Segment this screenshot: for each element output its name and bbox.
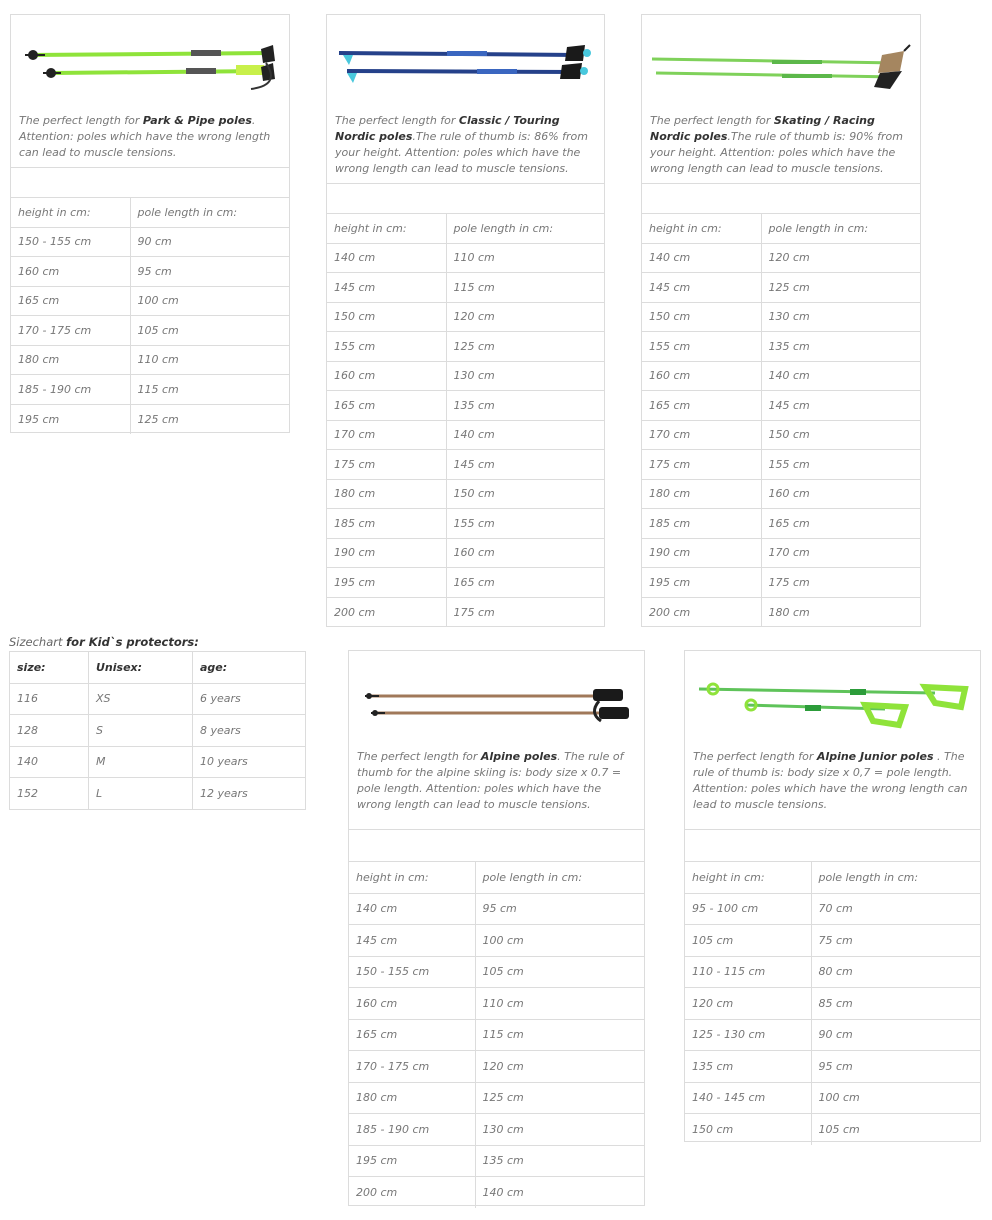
alpine-junior-description bbox=[685, 749, 980, 829]
product-name: Park & Pipe poles bbox=[142, 114, 252, 127]
height-cell: 165 cm bbox=[11, 286, 130, 316]
pole-length-cell: 110 cm bbox=[475, 988, 644, 1020]
height-cell: 160 cm bbox=[642, 361, 761, 391]
table-row bbox=[327, 361, 604, 391]
pole-length-cell: 100 cm bbox=[130, 286, 289, 316]
height-cell: 170 cm bbox=[327, 420, 446, 450]
spacer-row bbox=[11, 167, 289, 197]
height-cell: 160 cm bbox=[11, 257, 130, 287]
desc-prefix: The perfect length for bbox=[19, 114, 143, 127]
desc-attention: Attention: poles which have the wrong length can lead to muscle tensions. bbox=[357, 782, 602, 811]
height-cell: 150 cm bbox=[327, 302, 446, 332]
height-cell: 195 cm bbox=[642, 568, 761, 598]
pole-length-cell: 115 cm bbox=[130, 375, 289, 405]
table-row bbox=[642, 568, 920, 598]
height-cell: 195 cm bbox=[327, 568, 446, 598]
classic-nordic-description bbox=[327, 113, 604, 183]
age-cell: 10 years bbox=[193, 746, 306, 778]
pole-length-cell: 90 cm bbox=[130, 227, 289, 257]
pole-length-cell: 160 cm bbox=[446, 538, 604, 568]
table-row bbox=[685, 1019, 980, 1051]
height-cell: 185 - 190 cm bbox=[11, 375, 130, 405]
pole-length-cell: 105 cm bbox=[130, 316, 289, 346]
desc-suffix: . The rule of thumb is: body size x 0,7 = pole length. bbox=[693, 750, 965, 779]
pole-length-column-header: pole length in cm: bbox=[811, 862, 980, 894]
height-cell: 155 cm bbox=[642, 332, 761, 362]
alpine-junior-size-table bbox=[685, 861, 980, 1145]
pole-length-cell: 105 cm bbox=[811, 1114, 980, 1146]
product-name: Alpine Junior poles bbox=[816, 750, 934, 763]
table-row bbox=[11, 316, 289, 346]
table-row bbox=[349, 893, 644, 925]
alpine-poles-image bbox=[349, 651, 644, 749]
table-row bbox=[10, 778, 306, 810]
height-cell: 150 - 155 cm bbox=[349, 956, 475, 988]
desc-attention: Attention: poles which have the wrong length can lead to muscle tensions. bbox=[650, 146, 896, 175]
height-cell: 200 cm bbox=[642, 597, 761, 627]
age-cell: 12 years bbox=[193, 778, 306, 810]
table-row bbox=[11, 345, 289, 375]
product-name: Classic / Touring Nordic poles bbox=[335, 114, 560, 143]
pole-length-cell: 110 cm bbox=[446, 243, 604, 273]
unisex-cell: S bbox=[89, 715, 193, 747]
table-row bbox=[10, 715, 306, 747]
pole-length-cell: 95 cm bbox=[475, 893, 644, 925]
alpine-card bbox=[348, 650, 645, 1206]
pole-length-cell: 180 cm bbox=[761, 597, 920, 627]
table-row bbox=[327, 509, 604, 539]
height-cell: 140 cm bbox=[642, 243, 761, 273]
table-row bbox=[642, 391, 920, 421]
table-row bbox=[349, 1145, 644, 1177]
height-cell: 145 cm bbox=[642, 273, 761, 303]
table-row bbox=[327, 479, 604, 509]
table-row bbox=[685, 1051, 980, 1083]
pole-length-cell: 130 cm bbox=[475, 1114, 644, 1146]
pole-length-cell: 115 cm bbox=[475, 1019, 644, 1051]
table-row bbox=[642, 273, 920, 303]
pole-length-cell: 80 cm bbox=[811, 956, 980, 988]
skating-nordic-card bbox=[641, 14, 921, 627]
desc-suffix: .The rule of thumb is: 90% from your height. bbox=[650, 130, 903, 159]
park-pipe-poles-image bbox=[11, 15, 289, 113]
desc-prefix: The perfect length for bbox=[693, 750, 817, 763]
height-cell: 180 cm bbox=[327, 479, 446, 509]
pole-length-cell: 135 cm bbox=[761, 332, 920, 362]
kids-protectors-table bbox=[9, 651, 306, 810]
table-row bbox=[327, 450, 604, 480]
pole-length-cell: 95 cm bbox=[130, 257, 289, 287]
height-cell: 140 cm bbox=[327, 243, 446, 273]
pole-length-cell: 175 cm bbox=[761, 568, 920, 598]
pole-length-cell: 100 cm bbox=[811, 1082, 980, 1114]
table-row bbox=[349, 1019, 644, 1051]
table-row bbox=[642, 538, 920, 568]
height-cell: 145 cm bbox=[327, 273, 446, 303]
table-row bbox=[685, 956, 980, 988]
table-row bbox=[327, 391, 604, 421]
size-cell: 152 bbox=[10, 778, 89, 810]
table-row bbox=[685, 1114, 980, 1146]
table-row bbox=[327, 420, 604, 450]
table-row bbox=[11, 227, 289, 257]
height-cell: 140 cm bbox=[349, 893, 475, 925]
height-column-header: height in cm: bbox=[642, 214, 761, 244]
spacer-row bbox=[685, 829, 980, 861]
product-name: Alpine poles bbox=[480, 750, 558, 763]
desc-attention: Attention: poles which have the wrong length can lead to muscle tensions. bbox=[19, 130, 271, 159]
height-cell: 180 cm bbox=[349, 1082, 475, 1114]
pole-length-cell: 135 cm bbox=[446, 391, 604, 421]
pole-length-cell: 75 cm bbox=[811, 925, 980, 957]
height-cell: 140 - 145 cm bbox=[685, 1082, 811, 1114]
height-cell: 195 cm bbox=[11, 404, 130, 434]
unisex-cell: M bbox=[89, 746, 193, 778]
table-row bbox=[10, 746, 306, 778]
table-row bbox=[11, 375, 289, 405]
alpine-junior-poles-image bbox=[685, 651, 980, 749]
size-cell: 140 bbox=[10, 746, 89, 778]
table-row bbox=[10, 683, 306, 715]
height-cell: 160 cm bbox=[327, 361, 446, 391]
height-cell: 170 - 175 cm bbox=[11, 316, 130, 346]
park-pipe-description bbox=[11, 113, 289, 167]
height-cell: 185 - 190 cm bbox=[349, 1114, 475, 1146]
pole-length-cell: 145 cm bbox=[761, 391, 920, 421]
pole-length-cell: 90 cm bbox=[811, 1019, 980, 1051]
table-row bbox=[327, 538, 604, 568]
table-row bbox=[642, 302, 920, 332]
height-cell: 165 cm bbox=[349, 1019, 475, 1051]
height-cell: 175 cm bbox=[327, 450, 446, 480]
pole-length-cell: 100 cm bbox=[475, 925, 644, 957]
table-row bbox=[642, 332, 920, 362]
height-cell: 200 cm bbox=[349, 1177, 475, 1209]
height-cell: 165 cm bbox=[327, 391, 446, 421]
height-cell: 120 cm bbox=[685, 988, 811, 1020]
spacer-row bbox=[349, 829, 644, 861]
pole-length-cell: 70 cm bbox=[811, 893, 980, 925]
pole-length-cell: 175 cm bbox=[446, 597, 604, 627]
table-row bbox=[642, 509, 920, 539]
pole-length-cell: 150 cm bbox=[761, 420, 920, 450]
height-cell: 170 cm bbox=[642, 420, 761, 450]
product-name: Skating / Racing Nordic poles bbox=[650, 114, 875, 143]
spacer-row bbox=[327, 183, 604, 213]
desc-suffix: . The rule of thumb for the alpine skiing is: body size x 0.7 = pole length. bbox=[357, 750, 624, 795]
height-cell: 125 - 130 cm bbox=[685, 1019, 811, 1051]
size-column-header: size: bbox=[10, 652, 89, 684]
size-cell: 128 bbox=[10, 715, 89, 747]
height-cell: 155 cm bbox=[327, 332, 446, 362]
unisex-cell: XS bbox=[89, 683, 193, 715]
table-row bbox=[642, 420, 920, 450]
desc-prefix: The perfect length for bbox=[357, 750, 481, 763]
height-cell: 165 cm bbox=[642, 391, 761, 421]
table-row bbox=[642, 243, 920, 273]
pole-length-cell: 135 cm bbox=[475, 1145, 644, 1177]
table-row bbox=[327, 568, 604, 598]
size-cell: 116 bbox=[10, 683, 89, 715]
height-cell: 150 cm bbox=[642, 302, 761, 332]
table-row bbox=[642, 450, 920, 480]
pole-length-cell: 130 cm bbox=[761, 302, 920, 332]
table-row bbox=[327, 597, 604, 627]
height-cell: 185 cm bbox=[642, 509, 761, 539]
pole-length-cell: 110 cm bbox=[130, 345, 289, 375]
pole-length-cell: 145 cm bbox=[446, 450, 604, 480]
table-row bbox=[349, 1177, 644, 1209]
pole-length-cell: 170 cm bbox=[761, 538, 920, 568]
table-row bbox=[685, 1082, 980, 1114]
pole-length-cell: 125 cm bbox=[446, 332, 604, 362]
height-cell: 175 cm bbox=[642, 450, 761, 480]
kids-sizechart-title bbox=[9, 635, 199, 649]
age-column-header: age: bbox=[193, 652, 306, 684]
spacer-row bbox=[642, 183, 920, 213]
classic-nordic-card bbox=[326, 14, 605, 627]
pole-length-column-header: pole length in cm: bbox=[475, 862, 644, 894]
kids-title-bold: for Kid`s protectors: bbox=[66, 635, 199, 649]
table-row bbox=[11, 257, 289, 287]
table-row bbox=[349, 1082, 644, 1114]
table-row bbox=[327, 243, 604, 273]
height-cell: 135 cm bbox=[685, 1051, 811, 1083]
table-row bbox=[642, 479, 920, 509]
pole-length-cell: 140 cm bbox=[446, 420, 604, 450]
height-cell: 170 - 175 cm bbox=[349, 1051, 475, 1083]
height-cell: 95 - 100 cm bbox=[685, 893, 811, 925]
table-row bbox=[349, 1114, 644, 1146]
park-pipe-card bbox=[10, 14, 290, 433]
height-cell: 160 cm bbox=[349, 988, 475, 1020]
height-column-header: height in cm: bbox=[11, 198, 130, 228]
height-cell: 195 cm bbox=[349, 1145, 475, 1177]
height-cell: 105 cm bbox=[685, 925, 811, 957]
age-cell: 8 years bbox=[193, 715, 306, 747]
pole-length-cell: 130 cm bbox=[446, 361, 604, 391]
table-row bbox=[349, 988, 644, 1020]
table-row bbox=[327, 273, 604, 303]
table-row bbox=[685, 925, 980, 957]
pole-length-cell: 165 cm bbox=[761, 509, 920, 539]
pole-length-cell: 125 cm bbox=[761, 273, 920, 303]
classic-nordic-size-table bbox=[327, 213, 604, 627]
pole-length-cell: 160 cm bbox=[761, 479, 920, 509]
height-column-header: height in cm: bbox=[327, 214, 446, 244]
skating-nordic-size-table bbox=[642, 213, 920, 627]
pole-length-cell: 120 cm bbox=[475, 1051, 644, 1083]
pole-length-cell: 165 cm bbox=[446, 568, 604, 598]
pole-length-cell: 155 cm bbox=[446, 509, 604, 539]
desc-prefix: The perfect length for bbox=[335, 114, 459, 127]
table-row bbox=[685, 893, 980, 925]
alpine-size-table bbox=[349, 861, 644, 1208]
height-cell: 190 cm bbox=[642, 538, 761, 568]
height-cell: 180 cm bbox=[642, 479, 761, 509]
pole-length-cell: 85 cm bbox=[811, 988, 980, 1020]
table-row bbox=[11, 286, 289, 316]
table-row bbox=[642, 361, 920, 391]
pole-length-cell: 140 cm bbox=[475, 1177, 644, 1209]
alpine-description bbox=[349, 749, 644, 829]
unisex-cell: L bbox=[89, 778, 193, 810]
height-cell: 150 cm bbox=[685, 1114, 811, 1146]
table-row bbox=[685, 988, 980, 1020]
table-row bbox=[349, 925, 644, 957]
table-row bbox=[349, 1051, 644, 1083]
pole-length-cell: 105 cm bbox=[475, 956, 644, 988]
height-cell: 190 cm bbox=[327, 538, 446, 568]
skating-nordic-description bbox=[642, 113, 920, 183]
age-cell: 6 years bbox=[193, 683, 306, 715]
pole-length-cell: 150 cm bbox=[446, 479, 604, 509]
desc-attention: Attention: poles which have the wrong length can lead to muscle tensions. bbox=[335, 146, 581, 175]
pole-length-cell: 120 cm bbox=[446, 302, 604, 332]
height-cell: 150 - 155 cm bbox=[11, 227, 130, 257]
height-column-header: height in cm: bbox=[685, 862, 811, 894]
desc-suffix: . bbox=[251, 114, 256, 127]
kids-title-plain: Sizechart bbox=[9, 635, 67, 649]
pole-length-column-header: pole length in cm: bbox=[761, 214, 920, 244]
table-row bbox=[327, 332, 604, 362]
height-column-header: height in cm: bbox=[349, 862, 475, 894]
height-cell: 110 - 115 cm bbox=[685, 956, 811, 988]
table-row bbox=[327, 302, 604, 332]
park-pipe-size-table bbox=[11, 197, 289, 434]
pole-length-column-header: pole length in cm: bbox=[446, 214, 604, 244]
table-row bbox=[349, 956, 644, 988]
height-cell: 185 cm bbox=[327, 509, 446, 539]
unisex-column-header: Unisex: bbox=[89, 652, 193, 684]
pole-length-cell: 125 cm bbox=[130, 404, 289, 434]
skating-nordic-poles-image bbox=[642, 15, 920, 113]
pole-length-cell: 155 cm bbox=[761, 450, 920, 480]
pole-length-cell: 120 cm bbox=[761, 243, 920, 273]
desc-suffix: .The rule of thumb is: 86% from your height. bbox=[335, 130, 588, 159]
pole-length-cell: 125 cm bbox=[475, 1082, 644, 1114]
pole-length-cell: 95 cm bbox=[811, 1051, 980, 1083]
desc-attention: Attention: poles which have the wrong length can lead to muscle tensions. bbox=[693, 782, 968, 811]
height-cell: 180 cm bbox=[11, 345, 130, 375]
classic-nordic-poles-image bbox=[327, 15, 604, 113]
height-cell: 145 cm bbox=[349, 925, 475, 957]
pole-length-cell: 140 cm bbox=[761, 361, 920, 391]
height-cell: 200 cm bbox=[327, 597, 446, 627]
alpine-junior-card bbox=[684, 650, 981, 1142]
table-row bbox=[11, 404, 289, 434]
desc-prefix: The perfect length for bbox=[650, 114, 774, 127]
pole-length-column-header: pole length in cm: bbox=[130, 198, 289, 228]
pole-length-cell: 115 cm bbox=[446, 273, 604, 303]
table-row bbox=[642, 597, 920, 627]
